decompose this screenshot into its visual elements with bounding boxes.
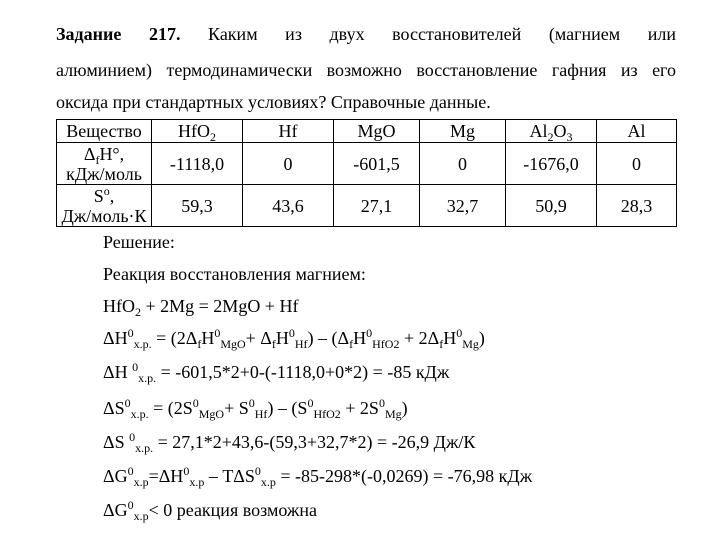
header-mgo: MgO: [334, 120, 420, 143]
header-al: Al: [597, 120, 677, 143]
table-header-row: [57, 120, 677, 143]
task-label: Задание 217.: [56, 24, 181, 44]
header-mg: Mg: [420, 120, 506, 143]
table-cell: 27,1: [334, 185, 420, 227]
task-line-1: Задание 217. Каким из двух восстановителей (магнием или: [56, 24, 676, 44]
table-cell: 43,6: [243, 185, 334, 227]
header-al2o3: $Al_2O_3$: [506, 120, 597, 143]
conclusion: $\Delta G^0_{х.р}< 0$ реакция возможна: [103, 498, 317, 523]
reaction-equation: HfO$_2$ + 2Mg = 2MgO + Hf: [103, 296, 299, 319]
table-cell: 59,3: [152, 185, 243, 227]
row-label-enthalpy: $\Delta_fH^\circ$, кДж/моль: [57, 143, 152, 185]
entropy-formula: $\Delta S^0_{х.р.} = (2S^0_{MgO}+ S^0_{Hf}) - (S^0_{HfO2} + 2S^0_{Mg})$: [103, 396, 408, 421]
row-label-entropy: $S^o$, Дж/моль·К: [57, 185, 152, 227]
header-hf: Hf: [243, 120, 334, 143]
table-cell: 32,7: [420, 185, 506, 227]
table-row-enthalpy: [57, 143, 677, 185]
entropy-calculation: ΔS $^0_{х.р.}$ = 27,1*2+43,6-(59,3+32,7*2) = -26,9 Дж/К: [103, 430, 476, 455]
table-cell: 0: [420, 143, 506, 185]
header-hfo2: HfO$_2$: [152, 120, 243, 143]
table-cell: 50,9: [506, 185, 597, 227]
table-cell: 0: [597, 143, 677, 185]
gibbs-calculation: $\Delta G^0_{х.р}=\Delta H^0_{х.р} - T\Delta S^0_{х.р} = -85-298*(-0,0269) = -76,98$ кДж: [103, 464, 533, 489]
reaction-heading: Реакция восстановления магнием:: [103, 264, 366, 284]
table-cell: -1676,0: [506, 143, 597, 185]
table-row-entropy: [57, 185, 677, 227]
solution-heading: Решение:: [103, 232, 175, 252]
table-cell: -601,5: [334, 143, 420, 185]
table-cell: 0: [243, 143, 334, 185]
table-cell: -1118,0: [152, 143, 243, 185]
header-substance: Вещество: [57, 120, 152, 143]
enthalpy-formula: $\Delta H^0_{х.р.} = (2\Delta_fH^0_{MgO}+ \Delta_fH^0_{Hf}) - (\Delta_fH^0_{HfO2} + 2\Delta_fH^0_{Mg})$: [103, 326, 485, 351]
table-cell: 28,3: [597, 185, 677, 227]
task-line-2: алюминием) термодинамически возможно восстановление гафния из его: [56, 60, 676, 80]
task-line-3: оксида при стандартных условиях? Справочные данные.: [56, 92, 491, 112]
reference-data-table: [56, 119, 677, 227]
enthalpy-calculation: ΔH $^0_{х.р.}$ = -601,5*2+0-(-1118,0+0*2) = -85 кДж: [103, 360, 450, 385]
